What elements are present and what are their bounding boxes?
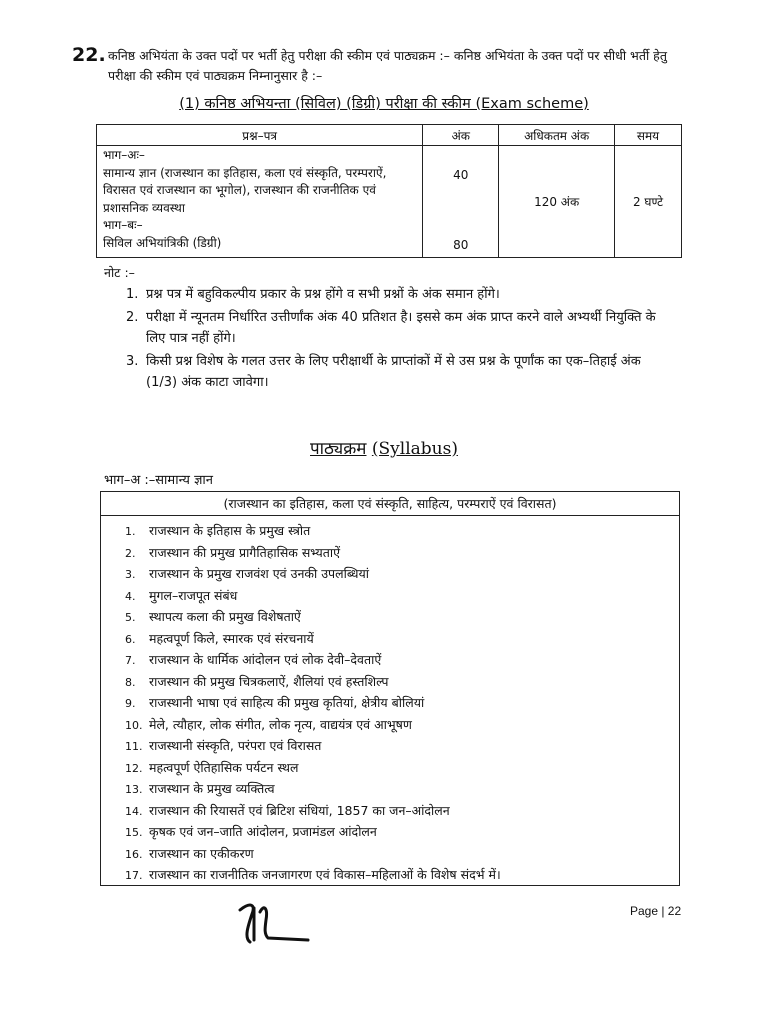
syllabus-item	[125, 757, 501, 779]
exam-scheme-table	[96, 124, 682, 258]
part-b-label: भाग–बः–	[103, 218, 143, 232]
syllabus-item	[125, 800, 501, 822]
header-time: समय	[615, 125, 682, 146]
syllabus-box	[100, 491, 680, 886]
note-item	[126, 351, 674, 393]
page-number: Page | 22	[630, 904, 682, 918]
syllabus-item	[125, 563, 501, 585]
marks-part-b: 80	[453, 238, 469, 252]
max-marks-cell: 120 अंक	[499, 146, 615, 258]
syllabus-item-text: राजस्थान की प्रमुख चित्रकलाऐं, शैलियां एवं हस्तशिल्प	[148, 673, 389, 689]
syllabus-item-number: 10.	[125, 718, 143, 732]
header-max-marks: अधिकतम अंक	[499, 125, 615, 146]
syllabus-item-text: राजस्थान के धार्मिक आंदोलन एवं लोक देवी–देवताऐं	[148, 652, 382, 667]
syllabus-item-text: राजस्थान का एकीकरण	[148, 845, 254, 861]
paper-cell	[97, 146, 423, 258]
syllabus-item-text: स्थापत्य कला की प्रमुख विशेषताऐं	[148, 609, 301, 624]
syllabus-item-text: राजस्थान की प्रमुख प्रागैतिहासिक सभ्यताऐं	[148, 544, 341, 560]
note-text: परीक्षा में न्यूनतम निर्धारित उत्तीर्णांक अंक 40 प्रतिशत है। इससे कम अंक प्राप्त करने वाले अभ्यर्थी नियुक्ति के लिए पात्र नहीं होंगे।	[146, 310, 656, 346]
syllabus-list	[125, 520, 501, 886]
scheme-title-text: (1) कनिष्ठ अभियन्ता (सिविल) (डिग्री) परीक्षा की स्कीम (Exam scheme)	[179, 96, 589, 112]
marks-part-a: 40	[453, 168, 469, 182]
part-a-label: भाग–अः–	[103, 148, 145, 162]
syllabus-item	[125, 843, 501, 865]
syllabus-item-number: 5.	[125, 611, 136, 624]
syllabus-title-english: (Syllabus)	[371, 439, 458, 459]
syllabus-title-hindi: पाठ्यक्रम	[310, 439, 367, 459]
scheme-body-row	[97, 146, 682, 258]
note-item	[126, 307, 674, 349]
syllabus-item-text: राजस्थान के प्रमुख व्यक्तित्व	[148, 781, 275, 796]
note-number: 2.	[126, 310, 139, 325]
scheme-title	[0, 93, 768, 113]
syllabus-item	[125, 542, 501, 564]
syllabus-item-number: 8.	[125, 675, 136, 689]
syllabus-item	[125, 649, 501, 671]
syllabus-item	[125, 671, 501, 693]
syllabus-item-text: राजस्थानी भाषा एवं साहित्य की प्रमुख कृतियां, क्षेत्रीय बोलियां	[148, 695, 425, 710]
header-paper: प्रश्न–पत्र	[97, 125, 423, 146]
syllabus-item	[125, 714, 501, 736]
notes-list	[126, 284, 674, 395]
syllabus-item-number: 7.	[125, 654, 136, 667]
syllabus-item-number: 11.	[125, 740, 143, 753]
syllabus-item-text: मेले, त्यौहार, लोक संगीत, लोक नृत्य, वाद्ययंत्र एवं आभूषण	[148, 716, 412, 732]
syllabus-item-number: 9.	[125, 697, 136, 710]
note-text: किसी प्रश्न विशेष के गलत उत्तर के लिए परीक्षार्थी के प्राप्तांकों में से उस प्रश्न के पूर्णांक का एक–तिहाई अंक (1/3) अंक काटा जावेगा।	[146, 354, 641, 390]
syllabus-item	[125, 821, 501, 843]
signature-mark	[234, 894, 314, 950]
syllabus-item-number: 17.	[125, 869, 143, 882]
syllabus-item-number: 14.	[125, 804, 143, 818]
syllabus-part-a: भाग–अ :–सामान्य ज्ञान	[104, 473, 213, 488]
syllabus-item	[125, 735, 501, 757]
syllabus-item-text: महत्वपूर्ण ऐतिहासिक पर्यटन स्थल	[148, 759, 299, 775]
syllabus-item-text: राजस्थानी संस्कृति, परंपरा एवं विरासत	[148, 738, 322, 753]
notes-heading: नोट :–	[104, 265, 135, 280]
part-b-text: सिविल अभियांत्रिकी (डिग्री)	[103, 235, 222, 250]
syllabus-item-text: कृषक एवं जन–जाति आंदोलन, प्रजामंडल आंदोलन	[148, 824, 377, 839]
syllabus-item-text: राजस्थान के प्रमुख राजवंश एवं उनकी उपलब्धियां	[148, 566, 369, 581]
syllabus-item	[125, 778, 501, 800]
header-marks: अंक	[423, 125, 499, 146]
part-a-text: सामान्य ज्ञान (राजस्थान का इतिहास, कला एवं संस्कृति, परम्पराऐं, विरासत एवं राजस्थान का भूगोल), राजस्थान की राजनीतिक एवं प्रशासनिक व्यवस्था	[103, 165, 387, 215]
syllabus-item-number: 16.	[125, 847, 143, 861]
syllabus-box-title: (राजस्थान का इतिहास, कला एवं संस्कृति, साहित्य, परम्पराऐं एवं विरासत)	[101, 492, 679, 516]
question-number: 22.	[72, 44, 106, 66]
syllabus-item-text: राजस्थान का राजनीतिक जनजागरण एवं विकास–महिलाओं के विशेष संदर्भ में।	[148, 867, 501, 882]
marks-cell	[423, 146, 499, 258]
syllabus-title	[0, 436, 768, 459]
note-number: 1.	[126, 287, 139, 302]
syllabus-item-number: 2.	[125, 546, 136, 560]
syllabus-item-number: 1.	[125, 525, 136, 538]
syllabus-item	[125, 606, 501, 628]
question-intro: कनिष्ठ अभियंता के उक्त पदों पर भर्ती हेतु परीक्षा की स्कीम एवं पाठ्यक्रम :– कनिष्ठ अभियंता के उक्त पदों पर सीधी भर्ती हेतु परीक्षा की स्कीम एवं पाठ्यक्रम निम्नानुसार है :–	[108, 48, 667, 83]
syllabus-item-text: राजस्थान के इतिहास के प्रमुख स्त्रोत	[148, 523, 311, 538]
syllabus-item-text: मुगल–राजपूत संबंध	[148, 587, 238, 603]
syllabus-item-number: 13.	[125, 783, 143, 796]
syllabus-item-number: 15.	[125, 826, 143, 839]
syllabus-item-text: महत्वपूर्ण किले, स्मारक एवं संरचनायें	[148, 630, 314, 646]
time-cell: 2 घण्टे	[615, 146, 682, 258]
syllabus-item	[125, 628, 501, 650]
note-text: प्रश्न पत्र में बहुविकल्पीय प्रकार के प्रश्न होंगे व सभी प्रश्नों के अंक समान होंगे।	[146, 287, 500, 302]
syllabus-item-number: 4.	[125, 589, 136, 603]
note-number: 3.	[126, 354, 139, 369]
note-item	[126, 284, 674, 305]
syllabus-item	[125, 864, 501, 886]
syllabus-item	[125, 520, 501, 542]
syllabus-item-number: 12.	[125, 761, 143, 775]
syllabus-item-text: राजस्थान की रियासतें एवं ब्रिटिश संधियां, 1857 का जन–आंदोलन	[148, 802, 450, 818]
syllabus-item-number: 6.	[125, 632, 136, 646]
syllabus-item-number: 3.	[125, 568, 136, 581]
syllabus-item	[125, 692, 501, 714]
syllabus-item	[125, 585, 501, 607]
scheme-header-row	[97, 125, 682, 146]
